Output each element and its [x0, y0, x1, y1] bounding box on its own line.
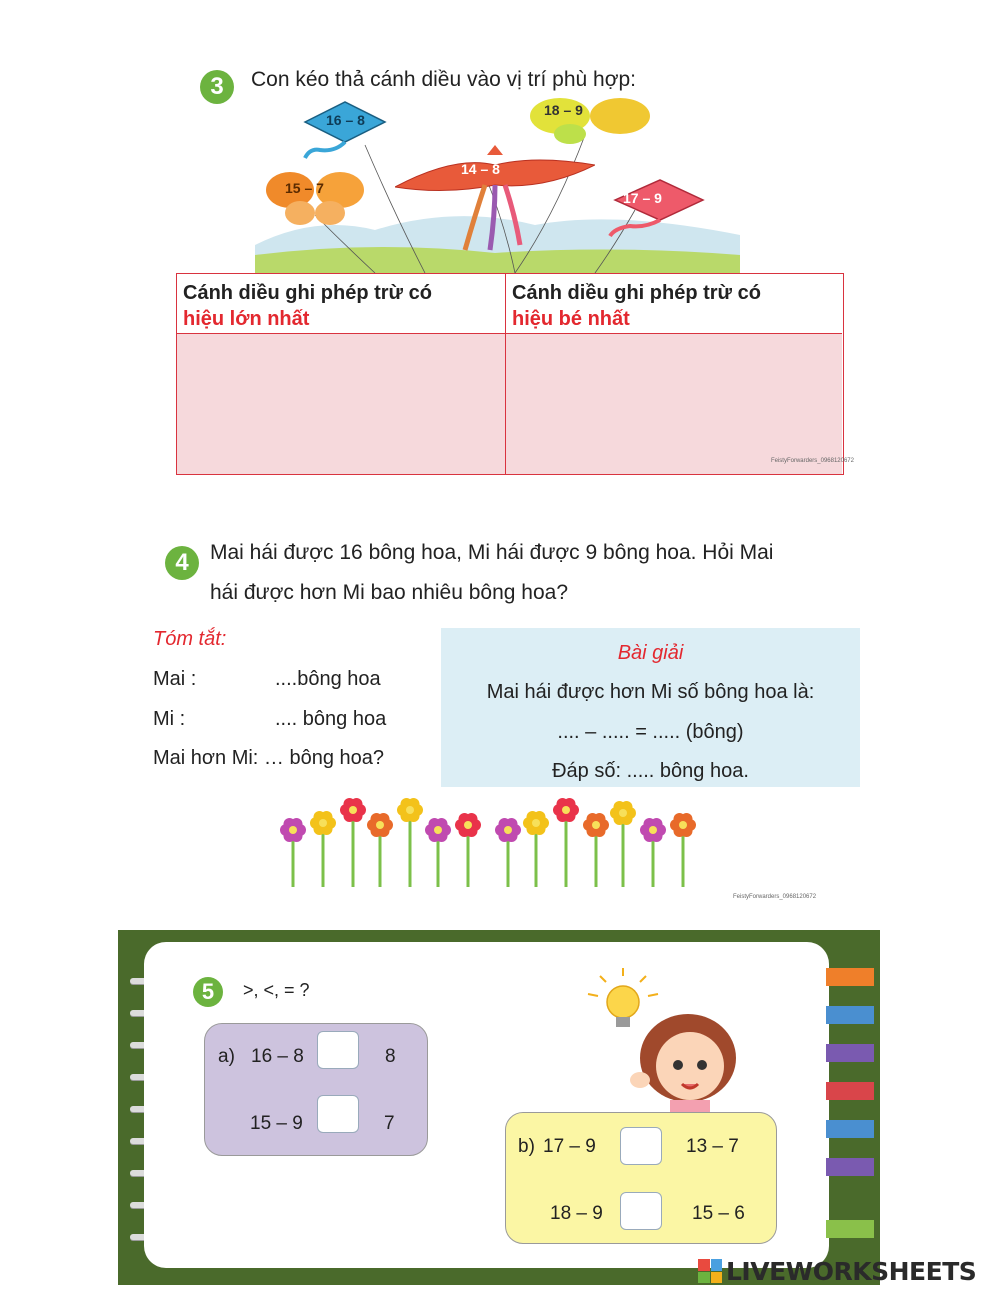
flowers-illustration: [278, 795, 698, 890]
flower: [397, 798, 423, 887]
kite-16-8[interactable]: 16 – 8: [300, 100, 390, 160]
solution-box: [441, 628, 860, 787]
flower: [340, 798, 366, 887]
summary-mai-label: Mai :: [153, 668, 197, 690]
flower: [583, 813, 609, 887]
kite-17-9[interactable]: 17 – 9: [605, 178, 705, 238]
exercise-3-number-badge: 3: [200, 70, 234, 104]
solution-title: Bài giải: [617, 642, 684, 664]
header-largest-difference: Cánh diều ghi phép trừ có hiệu lớn nhất: [177, 274, 506, 334]
exercise-4-number-badge: 4: [165, 546, 199, 580]
summary-question: Mai hơn Mi: … bông hoa?: [153, 747, 385, 769]
part-b-row2-answer-box[interactable]: [620, 1192, 662, 1230]
summary-mai-value: ....bông hoa: [275, 668, 381, 690]
summary-mi-label: Mi :: [153, 708, 186, 730]
logo-icon: [698, 1259, 722, 1283]
part-a-box: [204, 1023, 428, 1156]
solution-answer[interactable]: Đáp số: ..... bông hoa.: [552, 760, 749, 782]
part-a-row1-left: 16 – 8: [251, 1046, 304, 1067]
flower: [310, 811, 336, 887]
part-a-row2-right: 7: [384, 1113, 395, 1134]
part-a-label: a): [218, 1046, 235, 1067]
flower: [495, 818, 521, 887]
exercise-5-number-badge: 5: [193, 977, 223, 1007]
part-b-row2-left: 18 – 9: [550, 1203, 603, 1224]
flower: [640, 818, 666, 887]
part-a-row2-left: 15 – 9: [250, 1113, 303, 1134]
flower: [455, 813, 481, 887]
summary-mi-value: .... bông hoa: [275, 708, 387, 730]
part-a-row1-right: 8: [385, 1046, 396, 1067]
exercise-4-question-line1: Mai hái được 16 bông hoa, Mi hái được 9 bông hoa. Hỏi Mai: [210, 541, 774, 564]
kite-sort-table: [176, 273, 854, 475]
part-b-label: b): [518, 1136, 535, 1157]
kite-18-9[interactable]: 18 – 9: [530, 96, 650, 146]
flower: [610, 801, 636, 887]
kite-14-8[interactable]: 14 – 8: [395, 145, 595, 255]
kite-15-7[interactable]: 15 – 7: [265, 168, 365, 228]
liveworksheets-logo: [698, 1256, 976, 1286]
solution-equation[interactable]: .... – ..... = ..... (bông): [557, 721, 744, 743]
exercise-3-question: Con kéo thả cánh diều vào vị trí phù hợp:: [251, 68, 637, 91]
drop-zone-largest[interactable]: [177, 334, 506, 474]
part-a-row1-answer-box[interactable]: [317, 1031, 359, 1069]
watermark: FeistyForwarders_0968120672: [733, 894, 817, 900]
flower: [670, 813, 696, 887]
flower: [280, 818, 306, 887]
exercise-5-prompt: >, <, = ?: [243, 980, 310, 1000]
header-smallest-difference: Cánh diều ghi phép trừ có hiệu bé nhất: [506, 274, 842, 334]
part-b-row1-answer-box[interactable]: [620, 1127, 662, 1165]
summary-title: Tóm tắt:: [153, 628, 227, 650]
drop-zone-smallest[interactable]: [506, 334, 854, 474]
part-b-row2-right: 15 – 6: [692, 1203, 745, 1224]
flower: [553, 798, 579, 887]
exercise-4-question-line2: hái được hơn Mi bao nhiêu bông hoa?: [210, 581, 569, 604]
part-a-row2-answer-box[interactable]: [317, 1095, 359, 1133]
flower: [425, 818, 451, 887]
solution-statement: Mai hái được hơn Mi số bông hoa là:: [486, 681, 815, 703]
part-b-row1-right: 13 – 7: [686, 1136, 739, 1157]
flower: [367, 813, 393, 887]
watermark: FeistyForwarders_0968120672: [770, 458, 854, 464]
part-b-row1-left: 17 – 9: [543, 1136, 596, 1157]
brand-name: LIVEWORKSHEETS: [726, 1256, 977, 1286]
girl-lightbulb-illustration: [578, 968, 748, 1118]
flower: [523, 811, 549, 887]
